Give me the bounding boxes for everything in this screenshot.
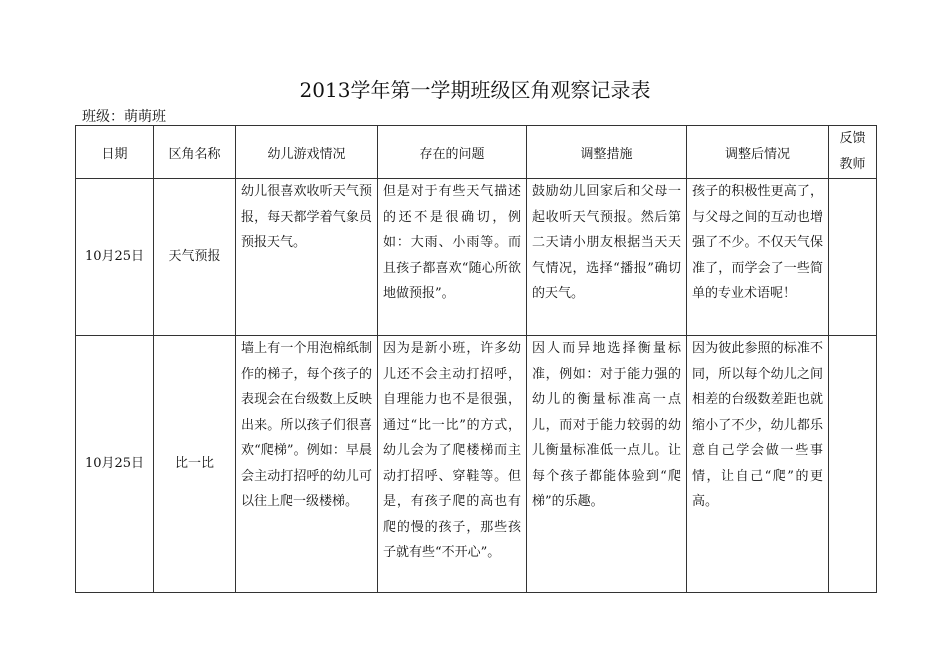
header-feedback [829,126,877,179]
header-problem: 存在的问题 [378,126,527,179]
header-play: 幼儿游戏情况 [236,126,378,179]
cell-area: 比一比 [154,336,236,593]
header-after: 调整后情况 [687,126,829,179]
table-row [76,179,877,336]
table-header-row [76,126,877,179]
cell-play: 墙上有一个用泡棉纸制作的梯子，每个孩子的表现会在台级数上反映出来。所以孩子们很喜欢“爬梯”。例如：早晨会主动打招呼的幼儿可以往上爬一级楼梯。 [236,336,378,593]
cell-after: 孩子的积极性更高了，与父母之间的互动也增强了不少。不仅天气保准了，而学会了一些简单的专业术语呢！ [687,179,829,336]
cell-measure: 鼓励幼儿回家后和父母一起收听天气预报。然后第二天请小朋友根据当天天气情况，选择“播报”确切的天气。 [527,179,687,336]
cell-area: 天气预报 [154,179,236,336]
cell-play: 幼儿很喜欢收听天气预报，每天都学着气象员预报天气。 [236,179,378,336]
header-measure: 调整措施 [527,126,687,179]
class-label: 班级：萌萌班 [82,109,166,125]
table-row [76,336,877,593]
cell-date: 10月25日 [76,179,154,336]
cell-problem: 因为是新小班，许多幼儿还不会主动打招呼，自理能力也不是很强，通过“比一比”的方式，幼儿会为了爬楼梯而主动打招呼、穿鞋等。但是，有孩子爬的高也有爬的慢的孩子，那些孩子就有些“不开心”。 [378,336,527,593]
header-date: 日期 [76,126,154,179]
document-title: 2013学年第一学期班级区角观察记录表 [299,78,651,102]
cell-date: 10月25日 [76,336,154,593]
cell-after: 因为彼此参照的标准不同，所以每个幼儿之间相差的台级数差距也就缩小了不少，幼儿都乐意自己学会做一些事情，让自己“爬”的更高。 [687,336,829,593]
header-feedback-label: 反馈教师 [839,131,866,172]
cell-teacher [829,179,877,336]
observation-table [75,125,877,593]
header-area: 区角名称 [154,126,236,179]
cell-measure: 因人而异地选择衡量标准，例如：对于能力强的幼儿的衡量标准高一点儿，而对于能力较弱的幼儿衡量标准低一点儿。让每个孩子都能体验到“爬梯”的乐趣。 [527,336,687,593]
cell-problem: 但是对于有些天气描述的还不是很确切，例如：大雨、小雨等。而且孩子都喜欢“随心所欲地做预报”。 [378,179,527,336]
cell-teacher [829,336,877,593]
